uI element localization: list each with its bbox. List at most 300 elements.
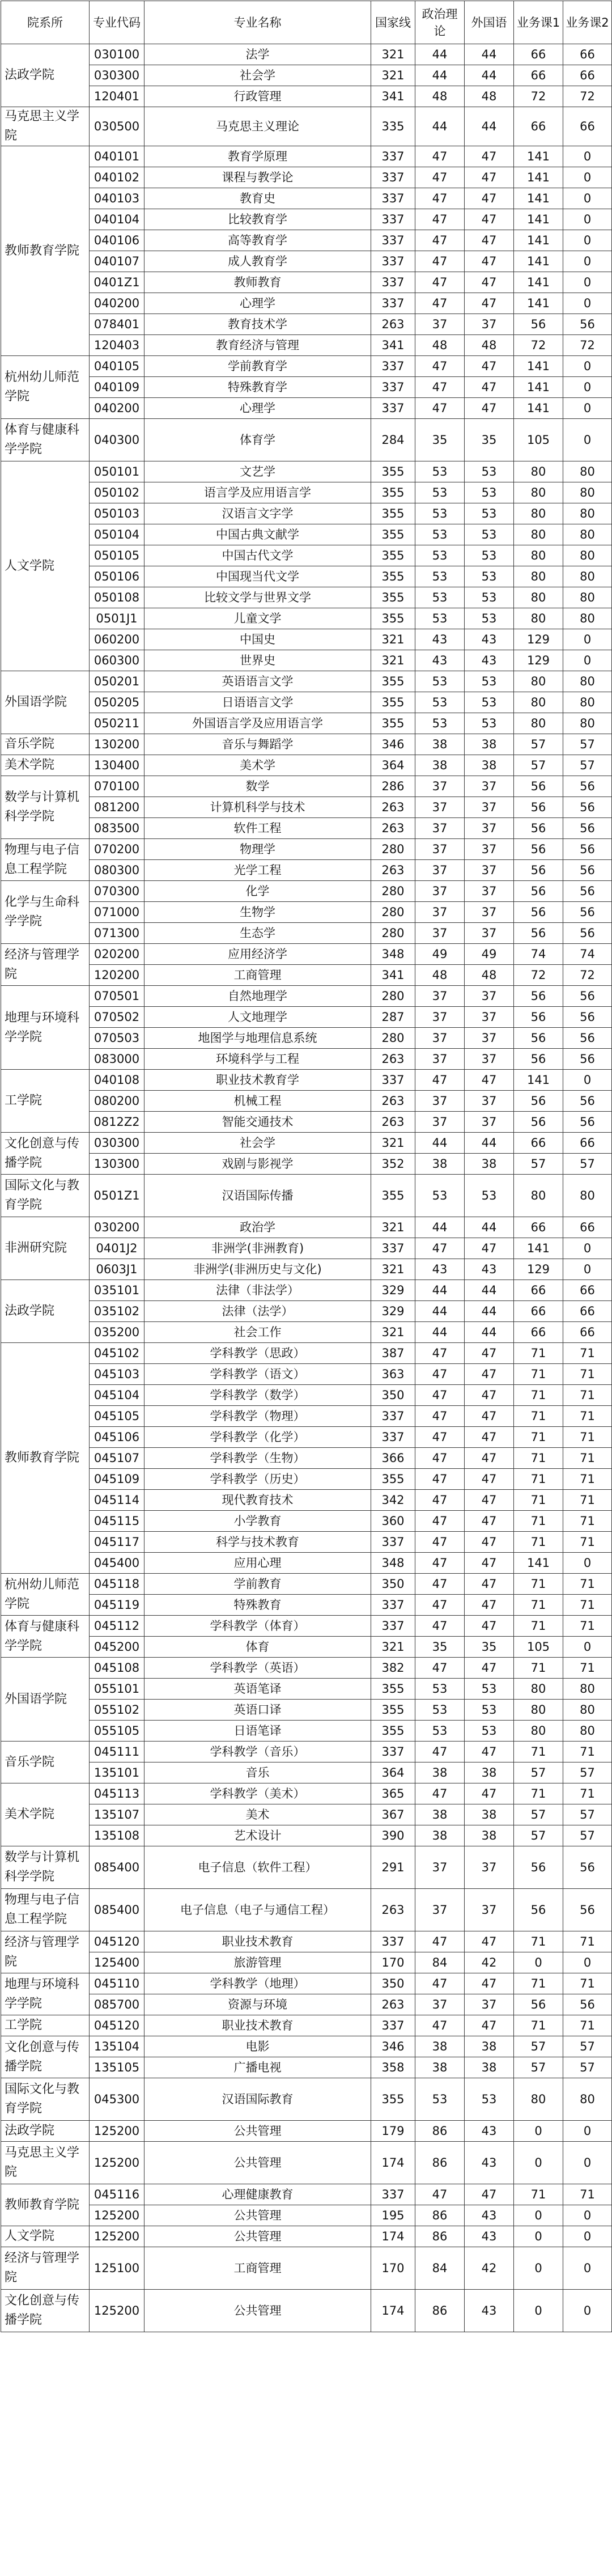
major-name-cell: 职业技术教育学 [144,1070,371,1091]
politics-score-cell: 44 [415,44,465,65]
subject1-score-cell: 141 [514,188,563,209]
subject2-score-cell: 0 [563,1259,612,1280]
subject1-score-cell: 71 [514,1469,563,1490]
major-code-cell: 045117 [90,1532,144,1553]
foreign-language-score-cell: 37 [465,902,514,923]
subject1-score-cell: 72 [514,965,563,986]
subject2-score-cell: 80 [563,1679,612,1700]
subject1-score-cell: 56 [514,1994,563,2015]
foreign-language-score-cell: 43 [465,2205,514,2226]
politics-score-cell: 47 [415,272,465,293]
major-code-cell: 045110 [90,1973,144,1994]
table-row [1,1448,612,1469]
national-line-cell: 355 [371,692,415,713]
national-line-cell: 355 [371,566,415,587]
politics-score-cell: 53 [415,692,465,713]
national-line-cell: 364 [371,755,415,776]
major-name-cell: 日语笔译 [144,1721,371,1742]
header-row [1,1,612,44]
subject2-score-cell: 57 [563,2057,612,2078]
subject1-score-cell: 56 [514,986,563,1007]
subject2-score-cell: 71 [563,1973,612,1994]
table-row [1,1952,612,1973]
foreign-language-score-cell: 47 [465,293,514,314]
table-row [1,629,612,650]
major-name-cell: 课程与教学论 [144,167,371,188]
national-line-cell: 337 [371,2015,415,2036]
subject1-score-cell: 66 [514,1301,563,1322]
table-row [1,818,612,839]
national-line-cell: 174 [371,2226,415,2247]
major-code-cell: 085400 [90,1846,144,1889]
politics-score-cell: 37 [415,902,465,923]
subject2-score-cell: 72 [563,86,612,107]
foreign-language-score-cell: 38 [465,1154,514,1175]
table-row [1,1007,612,1028]
subject1-score-cell: 80 [514,608,563,629]
major-name-cell: 计算机科学与技术 [144,797,371,818]
major-name-cell: 电子信息（电子与通信工程） [144,1889,371,1931]
major-code-cell: 045103 [90,1364,144,1385]
foreign-language-score-cell: 53 [465,1175,514,1217]
table-row [1,839,612,860]
major-code-cell: 050101 [90,461,144,482]
subject1-score-cell: 56 [514,1007,563,1028]
table-row [1,188,612,209]
subject2-score-cell: 0 [563,1952,612,1973]
politics-score-cell: 48 [415,965,465,986]
table-row [1,1889,612,1931]
major-name-cell: 公共管理 [144,2226,371,2247]
foreign-language-score-cell: 47 [465,1385,514,1406]
major-name-cell: 公共管理 [144,2290,371,2332]
national-line-cell: 390 [371,1825,415,1846]
major-code-cell: 130300 [90,1154,144,1175]
major-code-cell: 130400 [90,755,144,776]
subject1-score-cell: 129 [514,650,563,671]
national-line-cell: 355 [371,482,415,503]
subject1-score-cell: 56 [514,881,563,902]
politics-score-cell: 38 [415,2057,465,2078]
politics-score-cell: 35 [415,419,465,461]
major-code-cell: 045115 [90,1511,144,1532]
table-row [1,545,612,566]
subject1-score-cell: 105 [514,1637,563,1658]
foreign-language-score-cell: 37 [465,797,514,818]
major-name-cell: 光学工程 [144,860,371,881]
national-line-cell: 280 [371,986,415,1007]
subject2-score-cell: 80 [563,503,612,524]
major-code-cell: 070300 [90,881,144,902]
subject2-score-cell: 0 [563,167,612,188]
national-line-cell: 355 [371,1469,415,1490]
foreign-language-score-cell: 47 [465,167,514,188]
table-row [1,1070,612,1091]
foreign-language-score-cell: 49 [465,944,514,965]
politics-score-cell: 43 [415,629,465,650]
politics-score-cell: 53 [415,1721,465,1742]
department-cell: 物理与电子信息工程学院 [1,839,90,881]
foreign-language-score-cell: 43 [465,2121,514,2142]
subject1-score-cell: 57 [514,2057,563,2078]
major-name-cell: 音乐 [144,1762,371,1783]
major-code-cell: 035101 [90,1280,144,1301]
foreign-language-score-cell: 37 [465,1889,514,1931]
foreign-language-score-cell: 47 [465,1070,514,1091]
subject1-score-cell: 57 [514,1762,563,1783]
subject1-score-cell: 66 [514,65,563,86]
table-row [1,797,612,818]
subject1-score-cell: 71 [514,1364,563,1385]
department-cell: 人文学院 [1,461,90,671]
subject1-score-cell: 105 [514,419,563,461]
table-row [1,293,612,314]
table-row [1,2205,612,2226]
table-row [1,881,612,902]
national-line-cell: 341 [371,335,415,356]
subject1-score-cell: 56 [514,1112,563,1133]
department-cell: 马克思主义学院 [1,2142,90,2184]
national-line-cell: 337 [371,209,415,230]
major-code-cell: 045120 [90,1931,144,1952]
national-line-cell: 350 [371,1574,415,1595]
major-code-cell: 125200 [90,2290,144,2332]
foreign-language-score-cell: 47 [465,1553,514,1574]
major-name-cell: 汉语国际教育 [144,2078,371,2121]
politics-score-cell: 44 [415,1133,465,1154]
major-code-cell: 030100 [90,44,144,65]
national-line-cell: 337 [371,1532,415,1553]
subject2-score-cell: 56 [563,797,612,818]
subject2-score-cell: 0 [563,2247,612,2290]
major-code-cell: 078401 [90,314,144,335]
subject1-score-cell: 72 [514,86,563,107]
foreign-language-score-cell: 38 [465,734,514,755]
table-row [1,1028,612,1049]
major-name-cell: 学科教学（语文） [144,1364,371,1385]
subject2-score-cell: 71 [563,1511,612,1532]
subject2-score-cell: 80 [563,524,612,545]
major-code-cell: 085700 [90,1994,144,2015]
politics-score-cell: 37 [415,1846,465,1889]
table-row [1,1637,612,1658]
table-row [1,2142,612,2184]
foreign-language-score-cell: 47 [465,1238,514,1259]
header-subject-1: 业务课1 [514,1,563,44]
politics-score-cell: 53 [415,671,465,692]
foreign-language-score-cell: 37 [465,860,514,881]
major-code-cell: 050102 [90,482,144,503]
subject2-score-cell: 0 [563,146,612,167]
subject1-score-cell: 71 [514,1490,563,1511]
politics-score-cell: 47 [415,2015,465,2036]
national-line-cell: 355 [371,503,415,524]
politics-score-cell: 47 [415,1427,465,1448]
politics-score-cell: 47 [415,1658,465,1679]
department-cell: 非洲研究院 [1,1217,90,1280]
foreign-language-score-cell: 35 [465,1637,514,1658]
table-row [1,608,612,629]
foreign-language-score-cell: 53 [465,503,514,524]
department-cell: 杭州幼儿师范学院 [1,1574,90,1616]
major-code-cell: 060200 [90,629,144,650]
politics-score-cell: 86 [415,2290,465,2332]
foreign-language-score-cell: 47 [465,251,514,272]
subject1-score-cell: 129 [514,629,563,650]
major-code-cell: 125200 [90,2121,144,2142]
national-line-cell: 366 [371,1448,415,1469]
foreign-language-score-cell: 53 [465,587,514,608]
major-code-cell: 125200 [90,2142,144,2184]
foreign-language-score-cell: 47 [465,2184,514,2205]
foreign-language-score-cell: 53 [465,566,514,587]
subject2-score-cell: 57 [563,1154,612,1175]
major-code-cell: 120200 [90,965,144,986]
subject2-score-cell: 66 [563,1133,612,1154]
politics-score-cell: 35 [415,1637,465,1658]
national-line-cell: 337 [371,188,415,209]
major-name-cell: 社会学 [144,65,371,86]
subject1-score-cell: 71 [514,1427,563,1448]
major-name-cell: 学前教育 [144,1574,371,1595]
department-cell: 体育与健康科学学院 [1,419,90,461]
major-code-cell: 070100 [90,776,144,797]
major-name-cell: 高等教育学 [144,230,371,251]
major-name-cell: 学科教学（体育） [144,1616,371,1637]
major-name-cell: 特殊教育学 [144,377,371,398]
national-line-cell: 321 [371,629,415,650]
subject2-score-cell: 0 [563,1553,612,1574]
foreign-language-score-cell: 47 [465,1343,514,1364]
subject2-score-cell: 0 [563,398,612,419]
major-name-cell: 教育技术学 [144,314,371,335]
foreign-language-score-cell: 38 [465,1825,514,1846]
subject1-score-cell: 56 [514,1049,563,1070]
major-code-cell: 0401Z1 [90,272,144,293]
major-code-cell: 045200 [90,1637,144,1658]
major-name-cell: 非洲学(非洲教育) [144,1238,371,1259]
national-line-cell: 321 [371,1322,415,1343]
department-cell: 经济与管理学院 [1,2247,90,2290]
national-line-cell: 329 [371,1301,415,1322]
major-code-cell: 045105 [90,1406,144,1427]
major-code-cell: 070503 [90,1028,144,1049]
foreign-language-score-cell: 53 [465,545,514,566]
department-cell: 化学与生命科学学院 [1,881,90,944]
foreign-language-score-cell: 47 [465,377,514,398]
subject2-score-cell: 71 [563,1783,612,1804]
major-name-cell: 生物学 [144,902,371,923]
major-code-cell: 050105 [90,545,144,566]
major-name-cell: 学科教学（生物） [144,1448,371,1469]
subject1-score-cell: 141 [514,230,563,251]
subject1-score-cell: 66 [514,44,563,65]
subject2-score-cell: 0 [563,1070,612,1091]
foreign-language-score-cell: 47 [465,1406,514,1427]
politics-score-cell: 47 [415,1238,465,1259]
admission-score-table [1,1,612,2332]
major-name-cell: 比较教育学 [144,209,371,230]
subject2-score-cell: 71 [563,1595,612,1616]
major-code-cell: 0501J1 [90,608,144,629]
major-code-cell: 125100 [90,2247,144,2290]
table-row [1,2057,612,2078]
table-row [1,377,612,398]
national-line-cell: 355 [371,608,415,629]
major-code-cell: 040109 [90,377,144,398]
major-name-cell: 英语口译 [144,1700,371,1721]
politics-score-cell: 53 [415,566,465,587]
major-name-cell: 机械工程 [144,1091,371,1112]
foreign-language-score-cell: 53 [465,1721,514,1742]
politics-score-cell: 37 [415,1028,465,1049]
subject2-score-cell: 71 [563,1364,612,1385]
major-name-cell: 行政管理 [144,86,371,107]
foreign-language-score-cell: 47 [465,398,514,419]
major-name-cell: 学科教学（数学） [144,1385,371,1406]
subject2-score-cell: 0 [563,188,612,209]
table-row [1,1112,612,1133]
foreign-language-score-cell: 53 [465,713,514,734]
subject2-score-cell: 71 [563,2184,612,2205]
politics-score-cell: 86 [415,2205,465,2226]
department-cell: 数学与计算机科学学院 [1,776,90,839]
foreign-language-score-cell: 53 [465,671,514,692]
major-code-cell: 030300 [90,1133,144,1154]
major-code-cell: 0812Z2 [90,1112,144,1133]
subject1-score-cell: 129 [514,1259,563,1280]
major-code-cell: 045114 [90,1490,144,1511]
major-code-cell: 045109 [90,1469,144,1490]
major-code-cell: 050211 [90,713,144,734]
subject1-score-cell: 57 [514,734,563,755]
table-row [1,1700,612,1721]
subject2-score-cell: 72 [563,965,612,986]
subject2-score-cell: 56 [563,1846,612,1889]
national-line-cell: 284 [371,419,415,461]
subject2-score-cell: 71 [563,1469,612,1490]
major-name-cell: 比较文学与世界文学 [144,587,371,608]
major-code-cell: 045116 [90,2184,144,2205]
subject2-score-cell: 56 [563,986,612,1007]
subject2-score-cell: 0 [563,251,612,272]
major-name-cell: 心理学 [144,398,371,419]
table-row [1,1679,612,1700]
foreign-language-score-cell: 37 [465,1112,514,1133]
national-line-cell: 321 [371,1133,415,1154]
politics-score-cell: 86 [415,2142,465,2184]
national-line-cell: 170 [371,2247,415,2290]
subject2-score-cell: 0 [563,230,612,251]
subject2-score-cell: 71 [563,2015,612,2036]
major-name-cell: 学科教学（化学） [144,1427,371,1448]
subject1-score-cell: 71 [514,2015,563,2036]
national-line-cell: 263 [371,314,415,335]
national-line-cell: 280 [371,1028,415,1049]
major-name-cell: 特殊教育 [144,1595,371,1616]
table-row [1,587,612,608]
subject1-score-cell: 66 [514,1217,563,1238]
national-line-cell: 360 [371,1511,415,1532]
subject1-score-cell: 56 [514,818,563,839]
subject1-score-cell: 141 [514,1553,563,1574]
table-body [1,44,612,2332]
major-name-cell: 教师教育 [144,272,371,293]
foreign-language-score-cell: 53 [465,1679,514,1700]
foreign-language-score-cell: 37 [465,314,514,335]
table-row [1,1574,612,1595]
national-line-cell: 174 [371,2290,415,2332]
department-cell: 工学院 [1,1070,90,1133]
major-code-cell: 050106 [90,566,144,587]
major-name-cell: 社会学 [144,1133,371,1154]
national-line-cell: 337 [371,1406,415,1427]
subject1-score-cell: 80 [514,566,563,587]
national-line-cell: 280 [371,881,415,902]
table-row [1,209,612,230]
header-national-line: 国家线 [371,1,415,44]
politics-score-cell: 47 [415,1973,465,1994]
major-code-cell: 045113 [90,1783,144,1804]
department-cell: 教师教育学院 [1,1343,90,1574]
politics-score-cell: 44 [415,1322,465,1343]
subject1-score-cell: 56 [514,314,563,335]
national-line-cell: 321 [371,44,415,65]
subject2-score-cell: 71 [563,1343,612,1364]
subject2-score-cell: 0 [563,377,612,398]
major-name-cell: 学科教学（物理） [144,1406,371,1427]
subject2-score-cell: 71 [563,1574,612,1595]
foreign-language-score-cell: 37 [465,818,514,839]
major-name-cell: 旅游管理 [144,1952,371,1973]
foreign-language-score-cell: 37 [465,1091,514,1112]
major-name-cell: 教育学原理 [144,146,371,167]
major-name-cell: 文艺学 [144,461,371,482]
politics-score-cell: 47 [415,1406,465,1427]
politics-score-cell: 37 [415,986,465,1007]
table-row [1,503,612,524]
table-row [1,2184,612,2205]
politics-score-cell: 37 [415,1112,465,1133]
major-code-cell: 135108 [90,1825,144,1846]
subject2-score-cell: 57 [563,734,612,755]
foreign-language-score-cell: 38 [465,1762,514,1783]
subject2-score-cell: 66 [563,1301,612,1322]
major-name-cell: 工商管理 [144,965,371,986]
major-name-cell: 英语语言文学 [144,671,371,692]
table-row [1,860,612,881]
foreign-language-score-cell: 47 [465,1532,514,1553]
major-code-cell: 070501 [90,986,144,1007]
subject2-score-cell: 71 [563,1532,612,1553]
major-code-cell: 130200 [90,734,144,755]
major-name-cell: 电子信息（软件工程） [144,1846,371,1889]
subject2-score-cell: 57 [563,755,612,776]
table-row [1,776,612,797]
major-name-cell: 学科教学（音乐） [144,1742,371,1762]
table-row [1,335,612,356]
subject1-score-cell: 57 [514,1825,563,1846]
major-code-cell: 135104 [90,2036,144,2057]
table-row [1,1091,612,1112]
subject2-score-cell: 66 [563,1217,612,1238]
major-name-cell: 汉语国际传播 [144,1175,371,1217]
header-code: 专业代码 [90,1,144,44]
major-code-cell: 080200 [90,1091,144,1112]
subject2-score-cell: 80 [563,545,612,566]
foreign-language-score-cell: 43 [465,650,514,671]
major-code-cell: 125400 [90,1952,144,1973]
